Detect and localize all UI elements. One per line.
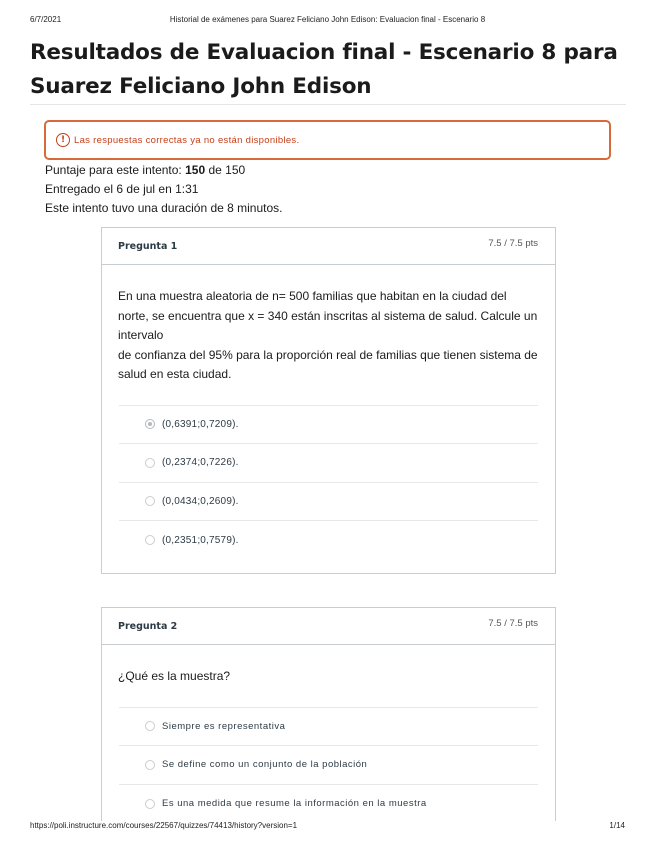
answer-label: Es una medida que resume la información en la muestra bbox=[162, 798, 427, 810]
question-header bbox=[102, 608, 555, 645]
answer-option[interactable] bbox=[119, 785, 538, 824]
page-title: Resultados de Evaluacion final - Escenario 8 para Suarez Feliciano John Edison bbox=[30, 40, 618, 99]
question-1 bbox=[101, 227, 556, 574]
radio-icon[interactable] bbox=[145, 721, 155, 731]
answers-unavailable-alert bbox=[44, 120, 611, 160]
answer-label: (0,6391;0,7209). bbox=[162, 418, 239, 430]
answer-option[interactable] bbox=[119, 444, 538, 483]
answer-list bbox=[119, 405, 538, 560]
question-text-line: En una muestra aleatoria de n= 500 familias que habitan en la ciudad del norte, se encuentra que x = 340 están inscritas al sistema de salud. Calcule un intervalo bbox=[118, 289, 538, 342]
question-points: 7.5 / 7.5 pts bbox=[488, 618, 538, 629]
answer-option[interactable] bbox=[119, 483, 538, 522]
answer-option[interactable] bbox=[119, 406, 538, 445]
question-title: Pregunta 2 bbox=[118, 621, 178, 632]
question-text-line: de confianza del 95% para la proporción real de familias que tienen sistema de salud en esta ciudad. bbox=[118, 347, 538, 381]
question-text bbox=[118, 667, 539, 687]
radio-icon[interactable] bbox=[145, 799, 155, 809]
print-title: Historial de exámenes para Suarez Feliciano John Edison: Evaluacion final - Escenario 8 bbox=[169, 15, 486, 24]
score-line bbox=[45, 161, 283, 180]
radio-icon[interactable] bbox=[145, 760, 155, 770]
radio-icon[interactable] bbox=[145, 496, 155, 506]
question-points: 7.5 / 7.5 pts bbox=[488, 238, 538, 249]
answer-label: (0,2351;0,7579). bbox=[162, 534, 239, 546]
answer-label: (0,0434;0,2609). bbox=[162, 495, 239, 507]
print-footer bbox=[30, 821, 625, 833]
answer-option[interactable] bbox=[119, 746, 538, 785]
answer-label: Siempre es representativa bbox=[162, 720, 286, 732]
footer-page-number: 1/14 bbox=[609, 821, 625, 830]
answer-label: (0,2374;0,7226). bbox=[162, 457, 239, 469]
exclamation-circle-icon: ! bbox=[56, 133, 70, 147]
footer-url: https://poli.instructure.com/courses/22567/quizzes/74413/history?version=1 bbox=[30, 821, 298, 830]
radio-selected-icon[interactable] bbox=[145, 419, 155, 429]
question-text-line: ¿Qué es la muestra? bbox=[118, 669, 231, 683]
print-date: 6/7/2021 bbox=[30, 15, 62, 24]
score-suffix: de 150 bbox=[205, 163, 246, 177]
question-title: Pregunta 1 bbox=[118, 241, 178, 252]
print-header bbox=[0, 15, 655, 27]
question-text bbox=[118, 287, 539, 385]
radio-icon[interactable] bbox=[145, 458, 155, 468]
radio-icon[interactable] bbox=[145, 535, 155, 545]
answer-option[interactable] bbox=[119, 521, 538, 560]
answer-label: Se define como un conjunto de la población bbox=[162, 759, 368, 771]
attempt-summary bbox=[45, 161, 283, 218]
alert-text: Las respuestas correctas ya no están disponibles. bbox=[74, 134, 300, 146]
submitted-line: Entregado el 6 de jul en 1:31 bbox=[45, 182, 199, 196]
duration-line: Este intento tuvo una duración de 8 minutos. bbox=[45, 201, 283, 215]
question-header bbox=[102, 228, 555, 265]
score-prefix: Puntaje para este intento: bbox=[45, 163, 186, 177]
question-2 bbox=[101, 607, 556, 827]
answer-list bbox=[119, 707, 538, 824]
answer-option[interactable] bbox=[119, 708, 538, 747]
title-divider bbox=[30, 104, 626, 105]
score-value: 150 bbox=[185, 163, 206, 177]
